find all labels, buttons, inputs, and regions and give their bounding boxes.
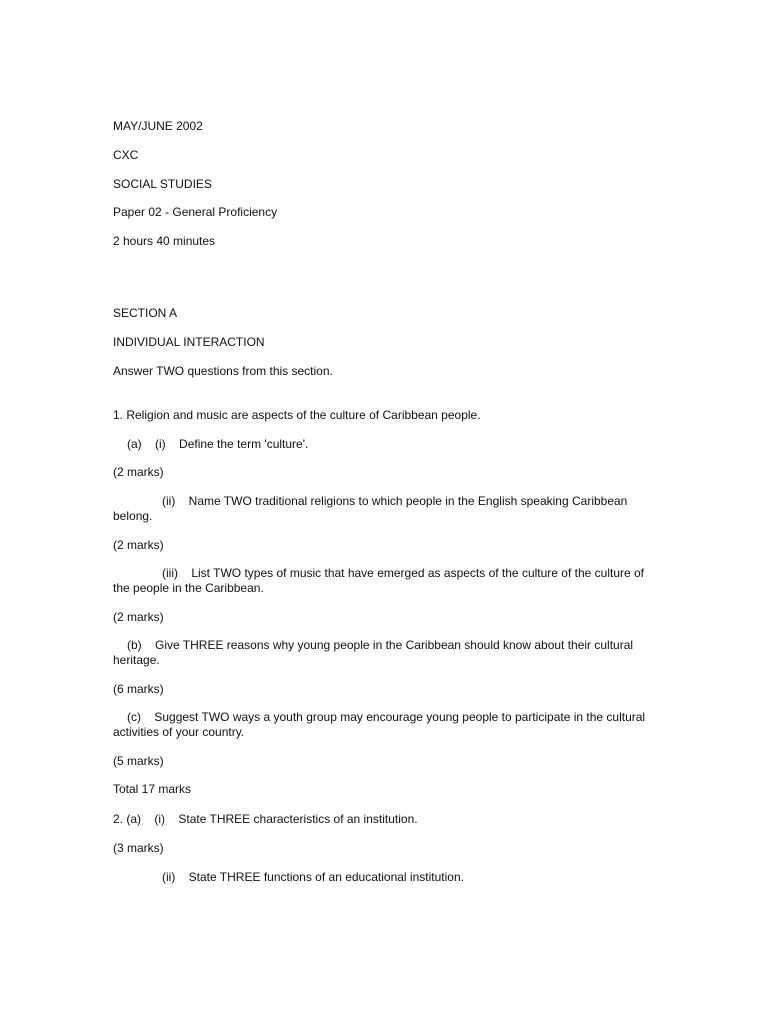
marks-label: (2 marks) <box>113 465 164 479</box>
subpart-number: (i) <box>154 812 166 826</box>
question-1c <box>113 710 663 740</box>
section-title: SECTION A <box>113 306 178 320</box>
question-1a-iii <box>113 566 663 596</box>
marks-label: (3 marks) <box>113 841 164 855</box>
question-text: Define the term 'culture'. <box>179 437 309 451</box>
section-instruction: Answer TWO questions from this section. <box>113 364 333 378</box>
question-2a-i <box>113 812 418 827</box>
subpart-number: (ii) <box>162 870 176 884</box>
question-text: State THREE characteristics of an institution. <box>178 812 418 826</box>
exam-date: MAY/JUNE 2002 <box>113 119 203 133</box>
marks-label: (6 marks) <box>113 682 164 696</box>
question-1a-i <box>127 437 308 452</box>
subpart-number: (i) <box>155 437 166 451</box>
subpart-number: (ii) <box>162 494 176 508</box>
exam-duration: 2 hours 40 minutes <box>113 234 216 248</box>
question-1-total: Total 17 marks <box>113 782 192 796</box>
part-label: (b) <box>127 638 142 652</box>
exam-paper: Paper 02 - General Proficiency <box>113 205 278 219</box>
section-subtitle: INDIVIDUAL INTERACTION <box>113 335 265 349</box>
question-text: List TWO types of music that have emerged as aspects of the culture of the culture of the people in the Caribbean. <box>113 566 645 595</box>
question-1-stem: 1. Religion and music are aspects of the culture of Caribbean people. <box>113 408 481 422</box>
exam-board: CXC <box>113 148 139 162</box>
question-2a-ii <box>162 870 464 885</box>
exam-subject: SOCIAL STUDIES <box>113 177 212 191</box>
marks-label: (2 marks) <box>113 610 164 624</box>
question-text: State THREE functions of an educational institution. <box>188 870 464 884</box>
question-1a-ii <box>113 494 663 524</box>
question-text: Name TWO traditional religions to which people in the English speaking Caribbean belong. <box>113 494 628 523</box>
marks-label: (2 marks) <box>113 538 164 552</box>
question-text: Suggest TWO ways a youth group may encourage young people to participate in the cultural activities of your country. <box>113 710 646 739</box>
marks-label: (5 marks) <box>113 754 164 768</box>
part-label: 2. (a) <box>113 812 142 826</box>
question-text: Give THREE reasons why young people in the Caribbean should know about their cultural heritage. <box>113 638 634 667</box>
part-label: (a) <box>127 437 142 451</box>
subpart-number: (iii) <box>162 566 178 580</box>
question-1b <box>113 638 663 668</box>
part-label: (c) <box>127 710 141 724</box>
